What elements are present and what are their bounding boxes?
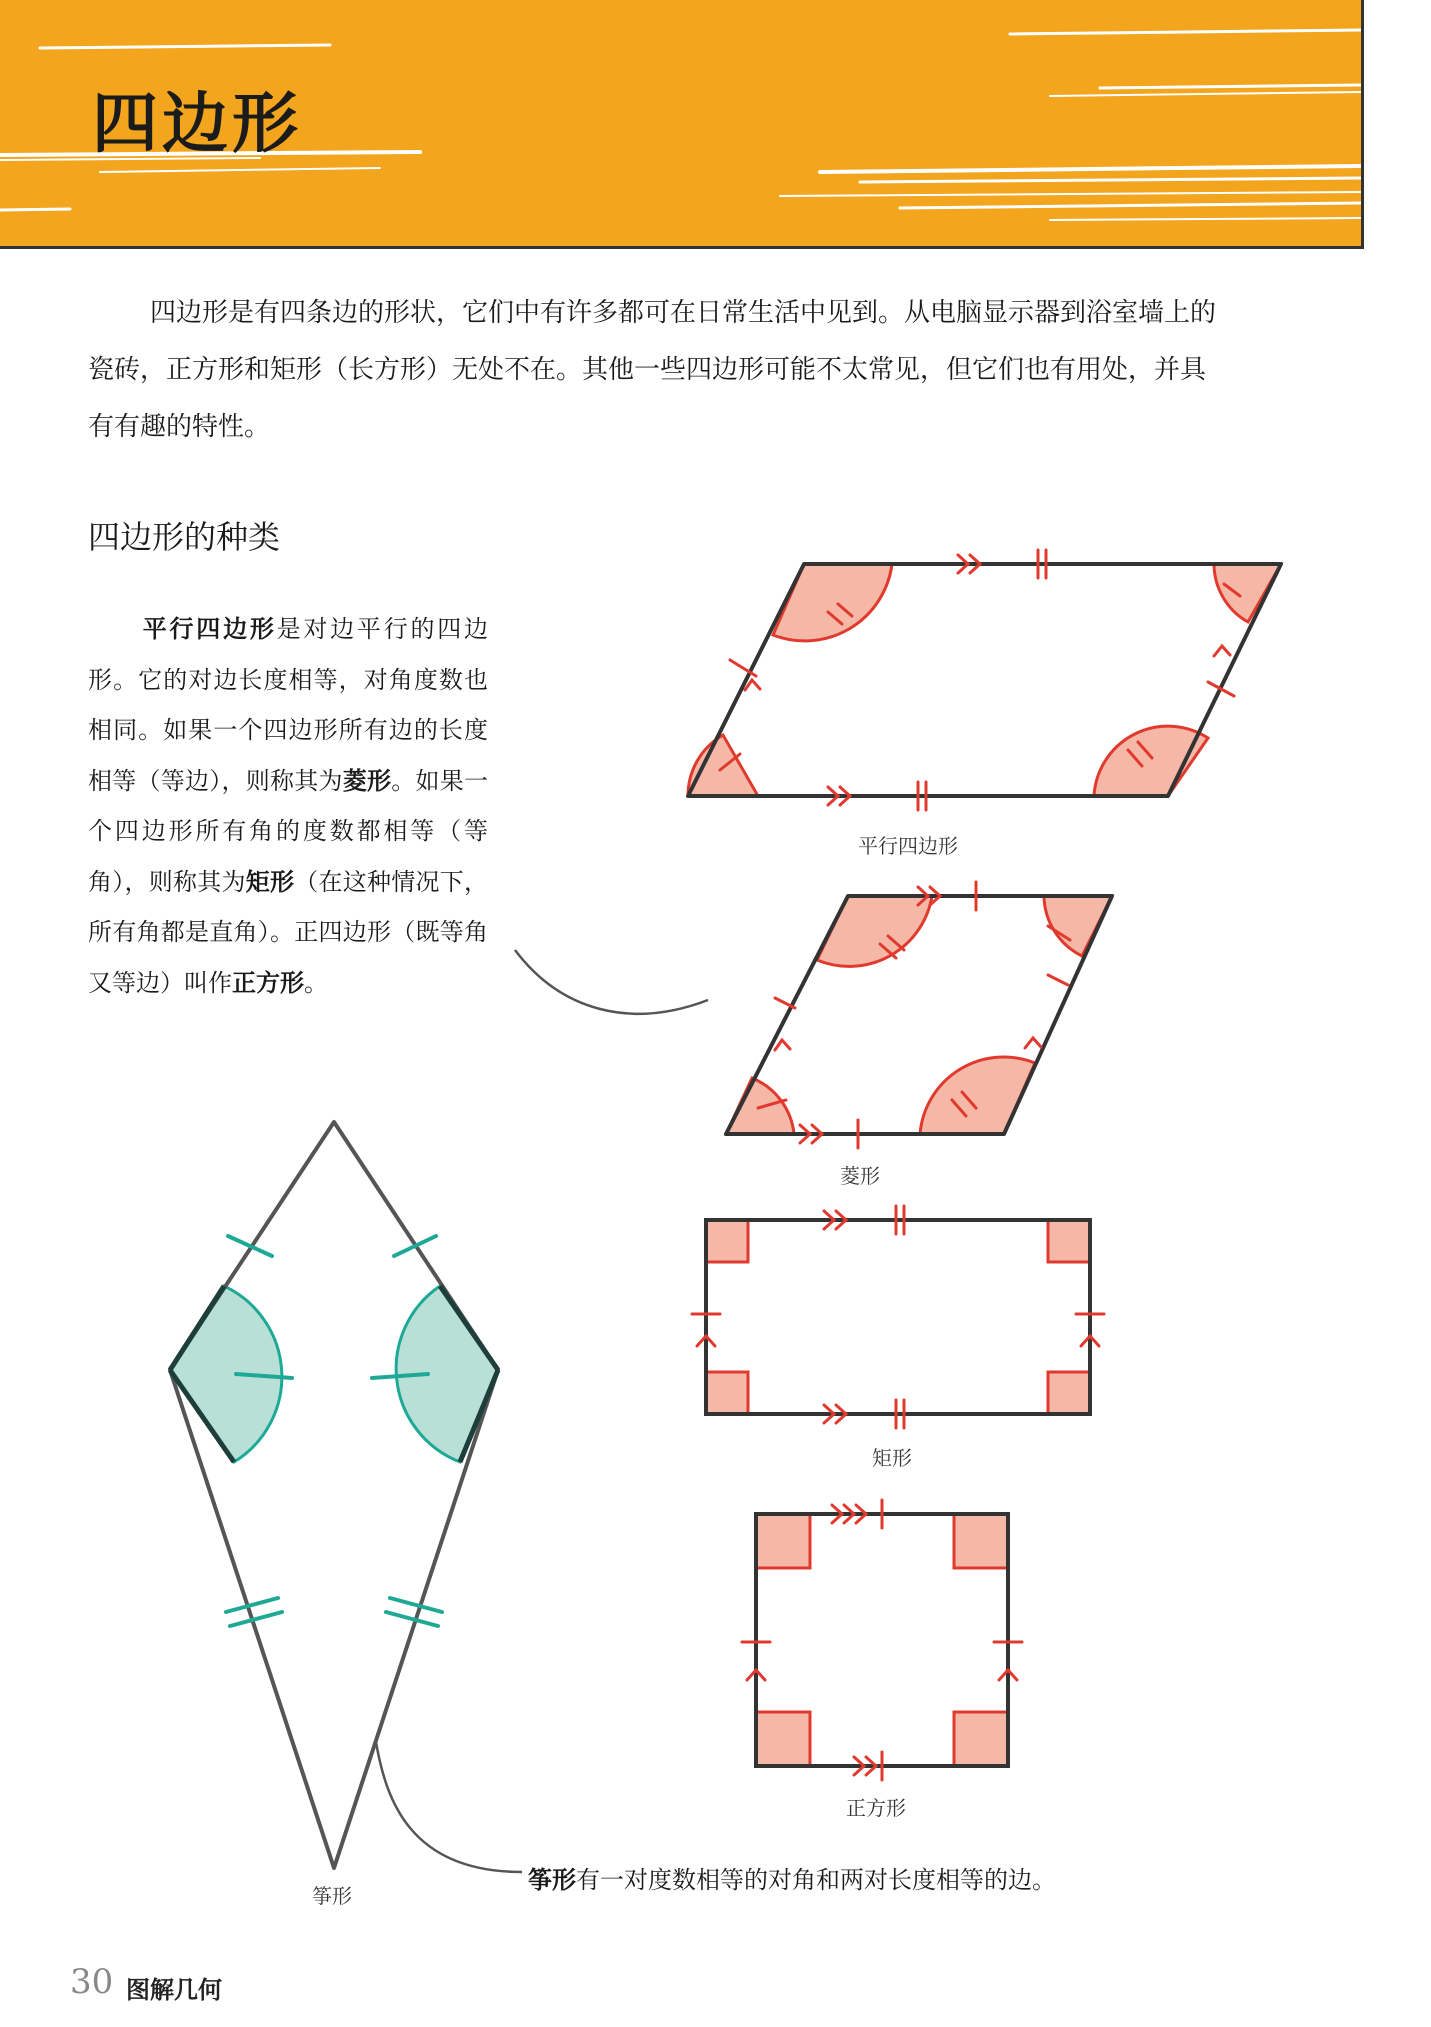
rhombus-figure (726, 882, 1112, 1148)
term-parallelogram: 平行四边形 (140, 615, 277, 643)
term-rhombus: 菱形 (342, 766, 392, 795)
kite-description (528, 1860, 1056, 1895)
intro-text: 四边形是有四条边的形状，它们中有许多都可在日常生活中见到。从电脑显示器到浴室墙上的瓷砖，正方形和矩形（长方形）无处不在。其他一些四边形可能不太常见，但它们也有用处，并具有有趣的特性。 (88, 298, 1217, 442)
caption-parallelogram: 平行四边形 (858, 834, 958, 858)
page-number: 30 (70, 1962, 114, 2002)
desc-part-1: 是对边平行的四边形。它的对边长度相等，对角度数也相同。如果一个四边形所有边的长度相等（等边），则称其为 (88, 615, 489, 795)
connector-line (515, 950, 708, 1014)
term-rectangle: 矩形 (245, 867, 295, 896)
page-title: 四边形 (92, 85, 302, 162)
term-square: 正方形 (232, 968, 304, 997)
rectangle-figure (692, 1206, 1104, 1428)
kite-connector-line (376, 1742, 522, 1872)
desc-part-3: （在这种情况下，所有角都是直角）。正四边形（既等角又等边）叫作 (88, 867, 488, 997)
caption-rhombus: 菱形 (840, 1164, 880, 1188)
kite-description-text: 有一对度数相等的对角和两对长度相等的边。 (576, 1866, 1056, 1894)
kite-figure (170, 1122, 498, 1868)
caption-rectangle: 矩形 (872, 1446, 912, 1470)
caption-kite: 筝形 (312, 1884, 352, 1908)
parallelogram-figure (688, 550, 1281, 810)
desc-part-4: 。 (304, 968, 328, 997)
book-title: 图解几何 (126, 1976, 222, 2004)
term-kite: 筝形 (528, 1866, 576, 1894)
caption-square: 正方形 (846, 1796, 906, 1820)
square-figure (742, 1500, 1022, 1780)
desc-part-2: 。如果一个四边形所有角的度数都相等（等角），则称其为 (88, 766, 488, 896)
section-title: 四边形的种类 (88, 518, 281, 556)
